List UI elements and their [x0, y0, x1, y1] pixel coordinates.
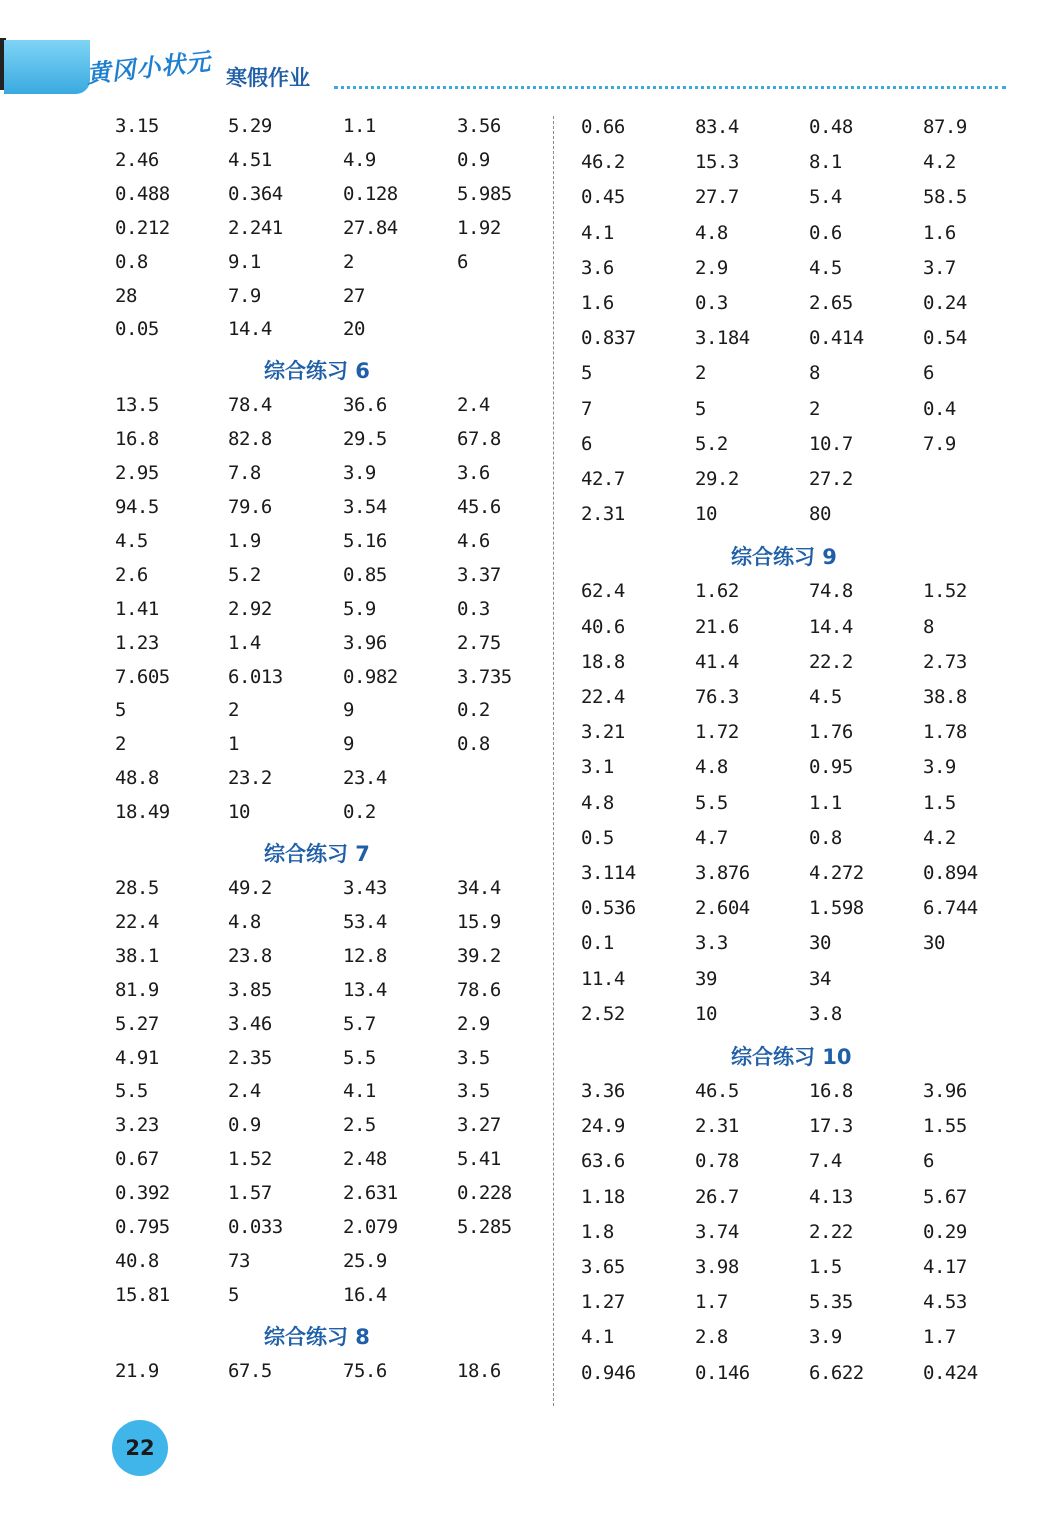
answer-cell: 3.54 — [343, 496, 387, 518]
answer-cell: 1.78 — [923, 721, 967, 744]
answer-cell: 4.8 — [228, 910, 261, 933]
answer-cell: 0.982 — [343, 665, 398, 688]
answer-cell: 4.51 — [228, 148, 272, 171]
answer-cell: 0.2 — [343, 801, 376, 824]
answer-cell: 0.228 — [457, 1182, 512, 1205]
section-title: 综合练习 7 — [264, 842, 370, 866]
answer-cell: 2.31 — [581, 503, 625, 526]
answer-cell: 6 — [923, 1150, 934, 1173]
answer-cell: 6 — [581, 432, 592, 455]
answer-cell: 0.95 — [809, 756, 853, 779]
answer-cell: 2 — [228, 699, 239, 722]
answer-cell: 3.23 — [115, 1114, 159, 1137]
answer-cell: 0.9 — [228, 1114, 261, 1137]
answer-cell: 81.9 — [115, 978, 159, 1001]
answer-cell: 2.52 — [581, 1002, 625, 1025]
answer-cell: 12.8 — [343, 944, 387, 967]
answer-cell: 3.8 — [809, 1002, 842, 1025]
answer-cell: 3.96 — [923, 1080, 967, 1102]
answer-cell: 0.45 — [581, 186, 625, 209]
answer-cell: 1.6 — [923, 221, 956, 244]
answer-cell: 26.7 — [695, 1185, 739, 1208]
answer-cell: 3.74 — [695, 1220, 739, 1243]
answer-cell: 78.4 — [228, 394, 272, 417]
answer-cell: 10 — [228, 801, 250, 824]
section-title: 综合练习 8 — [264, 1324, 370, 1349]
answer-cell: 0.1 — [581, 932, 614, 955]
answer-cell: 78.6 — [457, 978, 501, 1001]
answer-cell: 79.6 — [228, 496, 272, 518]
answer-cell: 5.5 — [343, 1046, 376, 1069]
answer-cell: 28.5 — [115, 877, 159, 899]
answer-cell: 5.2 — [228, 563, 261, 586]
answer-cell: 34 — [809, 967, 831, 990]
answer-cell: 10 — [695, 1002, 717, 1025]
answer-cell: 1.62 — [695, 580, 739, 603]
answer-cell: 5.29 — [228, 115, 272, 137]
answer-cell: 0.894 — [923, 862, 978, 884]
answer-cell: 2.604 — [695, 897, 750, 920]
answer-cell: 3.98 — [695, 1256, 739, 1278]
answer-cell: 53.4 — [343, 910, 387, 933]
answer-cell: 4.8 — [581, 791, 614, 814]
answer-cell: 15.81 — [115, 1283, 170, 1306]
answer-cell: 1.6 — [581, 292, 614, 314]
answer-cell: 1.7 — [695, 1291, 728, 1314]
answer-cell: 0.8 — [115, 250, 148, 273]
answer-cell: 80 — [809, 503, 831, 526]
answer-cell: 24.9 — [581, 1115, 625, 1138]
answer-cell: 1.5 — [809, 1256, 842, 1278]
answer-cell: 6.744 — [923, 897, 978, 920]
answer-cell: 1.9 — [228, 529, 261, 552]
answer-cell: 1.18 — [581, 1185, 625, 1208]
answer-cell: 22.2 — [809, 650, 853, 673]
answer-cell: 15.3 — [695, 151, 739, 174]
answer-cell: 1.23 — [115, 631, 159, 654]
answer-cell: 2.4 — [228, 1080, 261, 1103]
answer-cell: 0.3 — [695, 292, 728, 314]
answer-cell: 46.5 — [695, 1080, 739, 1102]
answer-cell: 5.41 — [457, 1148, 501, 1171]
answer-cell: 27.2 — [809, 468, 853, 490]
answer-cell: 4.1 — [581, 221, 614, 244]
answer-cell: 13.5 — [115, 394, 159, 417]
answer-cell: 3.85 — [228, 978, 272, 1001]
answer-cell: 67.8 — [457, 428, 501, 451]
answer-cell: 2.73 — [923, 650, 967, 673]
answer-cell: 0.8 — [457, 733, 490, 756]
answer-cell: 9 — [343, 733, 354, 756]
answer-cell: 5.985 — [457, 182, 512, 205]
answer-cell: 38.8 — [923, 686, 967, 708]
answer-cell: 0.364 — [228, 182, 283, 205]
answer-cell: 1.52 — [923, 580, 967, 603]
answer-cell: 16.8 — [809, 1080, 853, 1102]
answer-cell: 39 — [695, 967, 717, 990]
series-title: 寒假作业 — [226, 66, 310, 90]
answer-cell: 2.4 — [457, 394, 490, 417]
answer-cell: 3.27 — [457, 1114, 501, 1137]
answer-cell: 1.76 — [809, 721, 853, 744]
answer-cell: 3.15 — [115, 115, 159, 137]
answer-cell: 3.56 — [457, 115, 501, 137]
answer-cell: 3.9 — [343, 462, 376, 485]
answer-cell: 23.2 — [228, 767, 272, 790]
answer-cell: 0.9 — [457, 148, 490, 171]
answer-cell: 1.8 — [581, 1220, 614, 1243]
answer-cell: 34.4 — [457, 877, 501, 899]
answer-cell: 3.7 — [923, 256, 956, 279]
answer-cell: 2.8 — [695, 1326, 728, 1349]
answer-cell: 1.41 — [115, 597, 159, 620]
answer-cell: 5.35 — [809, 1291, 853, 1314]
answer-cell: 7.9 — [923, 432, 956, 455]
answer-cell: 3.96 — [343, 631, 387, 654]
answer-cell: 3.114 — [581, 862, 636, 884]
answer-cell: 1 — [228, 733, 239, 756]
answer-cell: 7 — [581, 397, 592, 420]
answer-cell: 3.1 — [581, 756, 614, 779]
answer-cell: 0.54 — [923, 327, 967, 350]
answer-cell: 1.1 — [343, 115, 376, 137]
answer-cell: 6 — [457, 250, 468, 273]
answer-cell: 0.8 — [809, 826, 842, 849]
answer-cell: 30 — [809, 932, 831, 955]
answer-cell: 2.65 — [809, 292, 853, 314]
answer-cell: 2.631 — [343, 1182, 398, 1205]
answer-cell: 4.53 — [923, 1291, 967, 1314]
answer-cell: 3.184 — [695, 327, 750, 350]
answer-cell: 0.2 — [457, 699, 490, 722]
answer-cell: 2.241 — [228, 216, 283, 239]
answer-cell: 7.4 — [809, 1150, 842, 1173]
series-logo: 黄冈小状元 — [85, 47, 213, 89]
answer-cell: 4.1 — [343, 1080, 376, 1103]
answer-cell: 0.24 — [923, 292, 967, 314]
answer-cell: 41.4 — [695, 650, 739, 673]
answer-cell: 40.6 — [581, 615, 625, 638]
answer-cell: 27 — [343, 284, 365, 307]
answer-cell: 0.66 — [581, 116, 625, 138]
answer-cell: 8 — [923, 615, 934, 638]
answer-cell: 0.212 — [115, 216, 170, 239]
section-title: 综合练习 9 — [731, 545, 837, 570]
answer-cell: 5.4 — [809, 186, 842, 209]
answer-cell: 14.4 — [809, 615, 853, 638]
answer-cell: 18.8 — [581, 650, 625, 673]
answer-cell: 4.9 — [343, 148, 376, 171]
answer-cell: 4.13 — [809, 1185, 853, 1208]
answer-cell: 0.67 — [115, 1148, 159, 1171]
answer-cell: 21.6 — [695, 615, 739, 638]
answer-cell: 1.5 — [923, 791, 956, 814]
answer-cell: 4.8 — [695, 221, 728, 244]
answer-cell: 87.9 — [923, 116, 967, 138]
answer-cell: 0.5 — [581, 826, 614, 849]
section-title: 综合练习 10 — [731, 1045, 852, 1069]
answer-cell: 0.85 — [343, 563, 387, 586]
answer-cell: 2.75 — [457, 631, 501, 654]
answer-cell: 5 — [695, 397, 706, 420]
answer-cell: 1.7 — [923, 1326, 956, 1349]
section-title: 综合练习 6 — [264, 359, 370, 384]
answer-cell: 18.6 — [457, 1359, 501, 1382]
answer-cell: 3.9 — [923, 756, 956, 779]
answer-cell: 10.7 — [809, 432, 853, 455]
answer-cell: 0.795 — [115, 1216, 170, 1238]
answer-cell: 4.91 — [115, 1046, 159, 1069]
answer-cell: 3.3 — [695, 932, 728, 955]
answer-cell: 7.9 — [228, 284, 261, 307]
answer-cell: 5 — [115, 699, 126, 722]
answer-cell: 2.9 — [695, 256, 728, 279]
answer-cell: 5 — [228, 1283, 239, 1306]
answer-cell: 1.27 — [581, 1291, 625, 1314]
answer-cell: 6 — [923, 362, 934, 385]
answer-cell: 25.9 — [343, 1249, 387, 1272]
answer-cell: 9.1 — [228, 250, 261, 273]
answer-cell: 10 — [695, 503, 717, 526]
answer-cell: 0.6 — [809, 221, 842, 244]
answer-cell: 1.52 — [228, 1148, 272, 1171]
answer-cell: 3.36 — [581, 1080, 625, 1102]
answer-cell: 1.55 — [923, 1115, 967, 1138]
answer-cell: 21.9 — [115, 1359, 159, 1382]
answer-cell: 4.5 — [809, 256, 842, 279]
answer-cell: 4.1 — [581, 1326, 614, 1349]
answer-cell: 3.9 — [809, 1326, 842, 1349]
answer-cell: 18.49 — [115, 801, 170, 824]
answer-cell: 0.392 — [115, 1182, 170, 1205]
answer-cell: 0.78 — [695, 1150, 739, 1173]
header-dotted-rule — [334, 86, 1006, 89]
answer-cell: 5.9 — [343, 597, 376, 620]
answer-cell: 4.6 — [457, 529, 490, 552]
answer-cell: 45.6 — [457, 496, 501, 518]
answer-cell: 0.424 — [923, 1361, 978, 1384]
answer-cell: 42.7 — [581, 468, 625, 490]
answer-cell: 2.9 — [457, 1012, 490, 1035]
answer-cell: 7.8 — [228, 462, 261, 485]
answer-cell: 1.598 — [809, 897, 864, 920]
answer-cell: 36.6 — [343, 394, 387, 417]
answer-cell: 4.272 — [809, 862, 864, 884]
answer-cell: 27.7 — [695, 186, 739, 209]
answer-cell: 2 — [115, 733, 126, 756]
answer-cell: 3.21 — [581, 721, 625, 744]
answer-cell: 4.5 — [115, 529, 148, 552]
answer-cell: 3.5 — [457, 1080, 490, 1103]
answer-cell: 5.5 — [695, 791, 728, 814]
answer-cell: 2.46 — [115, 148, 159, 171]
answer-cell: 11.4 — [581, 967, 625, 990]
answer-cell: 0.4 — [923, 397, 956, 420]
answer-cell: 2.6 — [115, 563, 148, 586]
answer-cell: 1.4 — [228, 631, 261, 654]
answer-cell: 5.27 — [115, 1012, 159, 1035]
answer-cell: 0.29 — [923, 1220, 967, 1243]
answer-cell: 0.128 — [343, 182, 398, 205]
answer-cell: 74.8 — [809, 580, 853, 603]
answer-cell: 16.8 — [115, 428, 159, 451]
answer-cell: 20 — [343, 318, 365, 341]
answer-cell: 3.46 — [228, 1012, 272, 1035]
answer-cell: 13.4 — [343, 978, 387, 1001]
answer-cell: 1.57 — [228, 1182, 272, 1205]
answer-cell: 4.2 — [923, 826, 956, 849]
answer-cell: 0.946 — [581, 1361, 636, 1384]
answer-cell: 5.67 — [923, 1185, 967, 1208]
answer-cell: 94.5 — [115, 496, 159, 518]
answer-cell: 0.146 — [695, 1361, 750, 1384]
answer-cell: 3.876 — [695, 862, 750, 884]
answer-cell: 5 — [581, 362, 592, 385]
answer-cell: 29.5 — [343, 428, 387, 451]
answer-cell: 83.4 — [695, 116, 739, 138]
answer-cell: 5.2 — [695, 432, 728, 455]
answer-cell: 4.5 — [809, 686, 842, 708]
answer-cell: 1.72 — [695, 721, 739, 744]
answer-cell: 30 — [923, 932, 945, 955]
answer-cell: 62.4 — [581, 580, 625, 603]
answer-cell: 0.837 — [581, 327, 636, 350]
answer-cell: 6.622 — [809, 1361, 864, 1384]
answer-cell: 39.2 — [457, 944, 501, 967]
answer-cell: 67.5 — [228, 1359, 272, 1382]
answer-cell: 38.1 — [115, 944, 159, 967]
answer-cell: 2.95 — [115, 462, 159, 485]
answer-cell: 49.2 — [228, 877, 272, 899]
answer-cell: 0.033 — [228, 1216, 283, 1238]
answer-cell: 2.5 — [343, 1114, 376, 1137]
answer-cell: 3.5 — [457, 1046, 490, 1069]
answer-cell: 0.05 — [115, 318, 159, 341]
answer-cell: 82.8 — [228, 428, 272, 451]
answer-cell: 2 — [809, 397, 820, 420]
page-number: 22 — [112, 1420, 168, 1476]
answer-cell: 22.4 — [581, 686, 625, 708]
answer-cell: 22.4 — [115, 910, 159, 933]
answer-cell: 2.22 — [809, 1220, 853, 1243]
answer-cell: 1.92 — [457, 216, 501, 239]
answer-cell: 73 — [228, 1249, 250, 1272]
answer-cell: 14.4 — [228, 318, 272, 341]
answer-cell: 29.2 — [695, 468, 739, 490]
answer-cell: 7.605 — [115, 665, 170, 688]
answer-cell: 5.285 — [457, 1216, 512, 1238]
answer-cell: 4.2 — [923, 151, 956, 174]
answer-cell: 5.5 — [115, 1080, 148, 1103]
answer-cell: 3.6 — [581, 256, 614, 279]
answer-cell: 2.31 — [695, 1115, 739, 1138]
answer-cell: 0.48 — [809, 116, 853, 138]
answer-cell: 27.84 — [343, 216, 398, 239]
page-header — [0, 0, 1055, 110]
answer-cell: 63.6 — [581, 1150, 625, 1173]
answer-cell: 58.5 — [923, 186, 967, 209]
answer-cell: 2.48 — [343, 1148, 387, 1171]
answer-cell: 46.2 — [581, 151, 625, 174]
answer-cell: 2.92 — [228, 597, 272, 620]
answer-cell: 40.8 — [115, 1249, 159, 1272]
answer-cell: 3.37 — [457, 563, 501, 586]
answer-cell: 0.3 — [457, 597, 490, 620]
answer-cell: 4.8 — [695, 756, 728, 779]
column-divider — [553, 116, 554, 1406]
answer-cell: 3.65 — [581, 1256, 625, 1278]
answer-cell: 5.16 — [343, 529, 387, 552]
answer-cell: 2.35 — [228, 1046, 272, 1069]
answer-cell: 6.013 — [228, 665, 283, 688]
answer-cell: 23.8 — [228, 944, 272, 967]
logo-banner — [4, 40, 90, 94]
answer-cell: 2.079 — [343, 1216, 398, 1238]
answer-cell: 2 — [343, 250, 354, 273]
answer-cell: 0.488 — [115, 182, 170, 205]
answer-cell: 4.17 — [923, 1256, 967, 1278]
answer-cell: 1.1 — [809, 791, 842, 814]
answer-cell: 8.1 — [809, 151, 842, 174]
answer-cell: 23.4 — [343, 767, 387, 790]
answer-cell: 28 — [115, 284, 137, 307]
answer-cell: 3.43 — [343, 877, 387, 899]
answer-cell: 3.6 — [457, 462, 490, 485]
answer-cell: 0.414 — [809, 327, 864, 350]
answer-cell: 8 — [809, 362, 820, 385]
answer-cell: 16.4 — [343, 1283, 387, 1306]
answer-cell: 48.8 — [115, 767, 159, 790]
answer-cell: 5.7 — [343, 1012, 376, 1035]
answer-cell: 15.9 — [457, 910, 501, 933]
answer-cell: 76.3 — [695, 686, 739, 708]
answer-cell: 2 — [695, 362, 706, 385]
answer-cell: 4.7 — [695, 826, 728, 849]
answer-cell: 0.536 — [581, 897, 636, 920]
answer-cell: 17.3 — [809, 1115, 853, 1138]
answer-cell: 3.735 — [457, 665, 512, 688]
answer-cell: 75.6 — [343, 1359, 387, 1382]
answer-cell: 9 — [343, 699, 354, 722]
